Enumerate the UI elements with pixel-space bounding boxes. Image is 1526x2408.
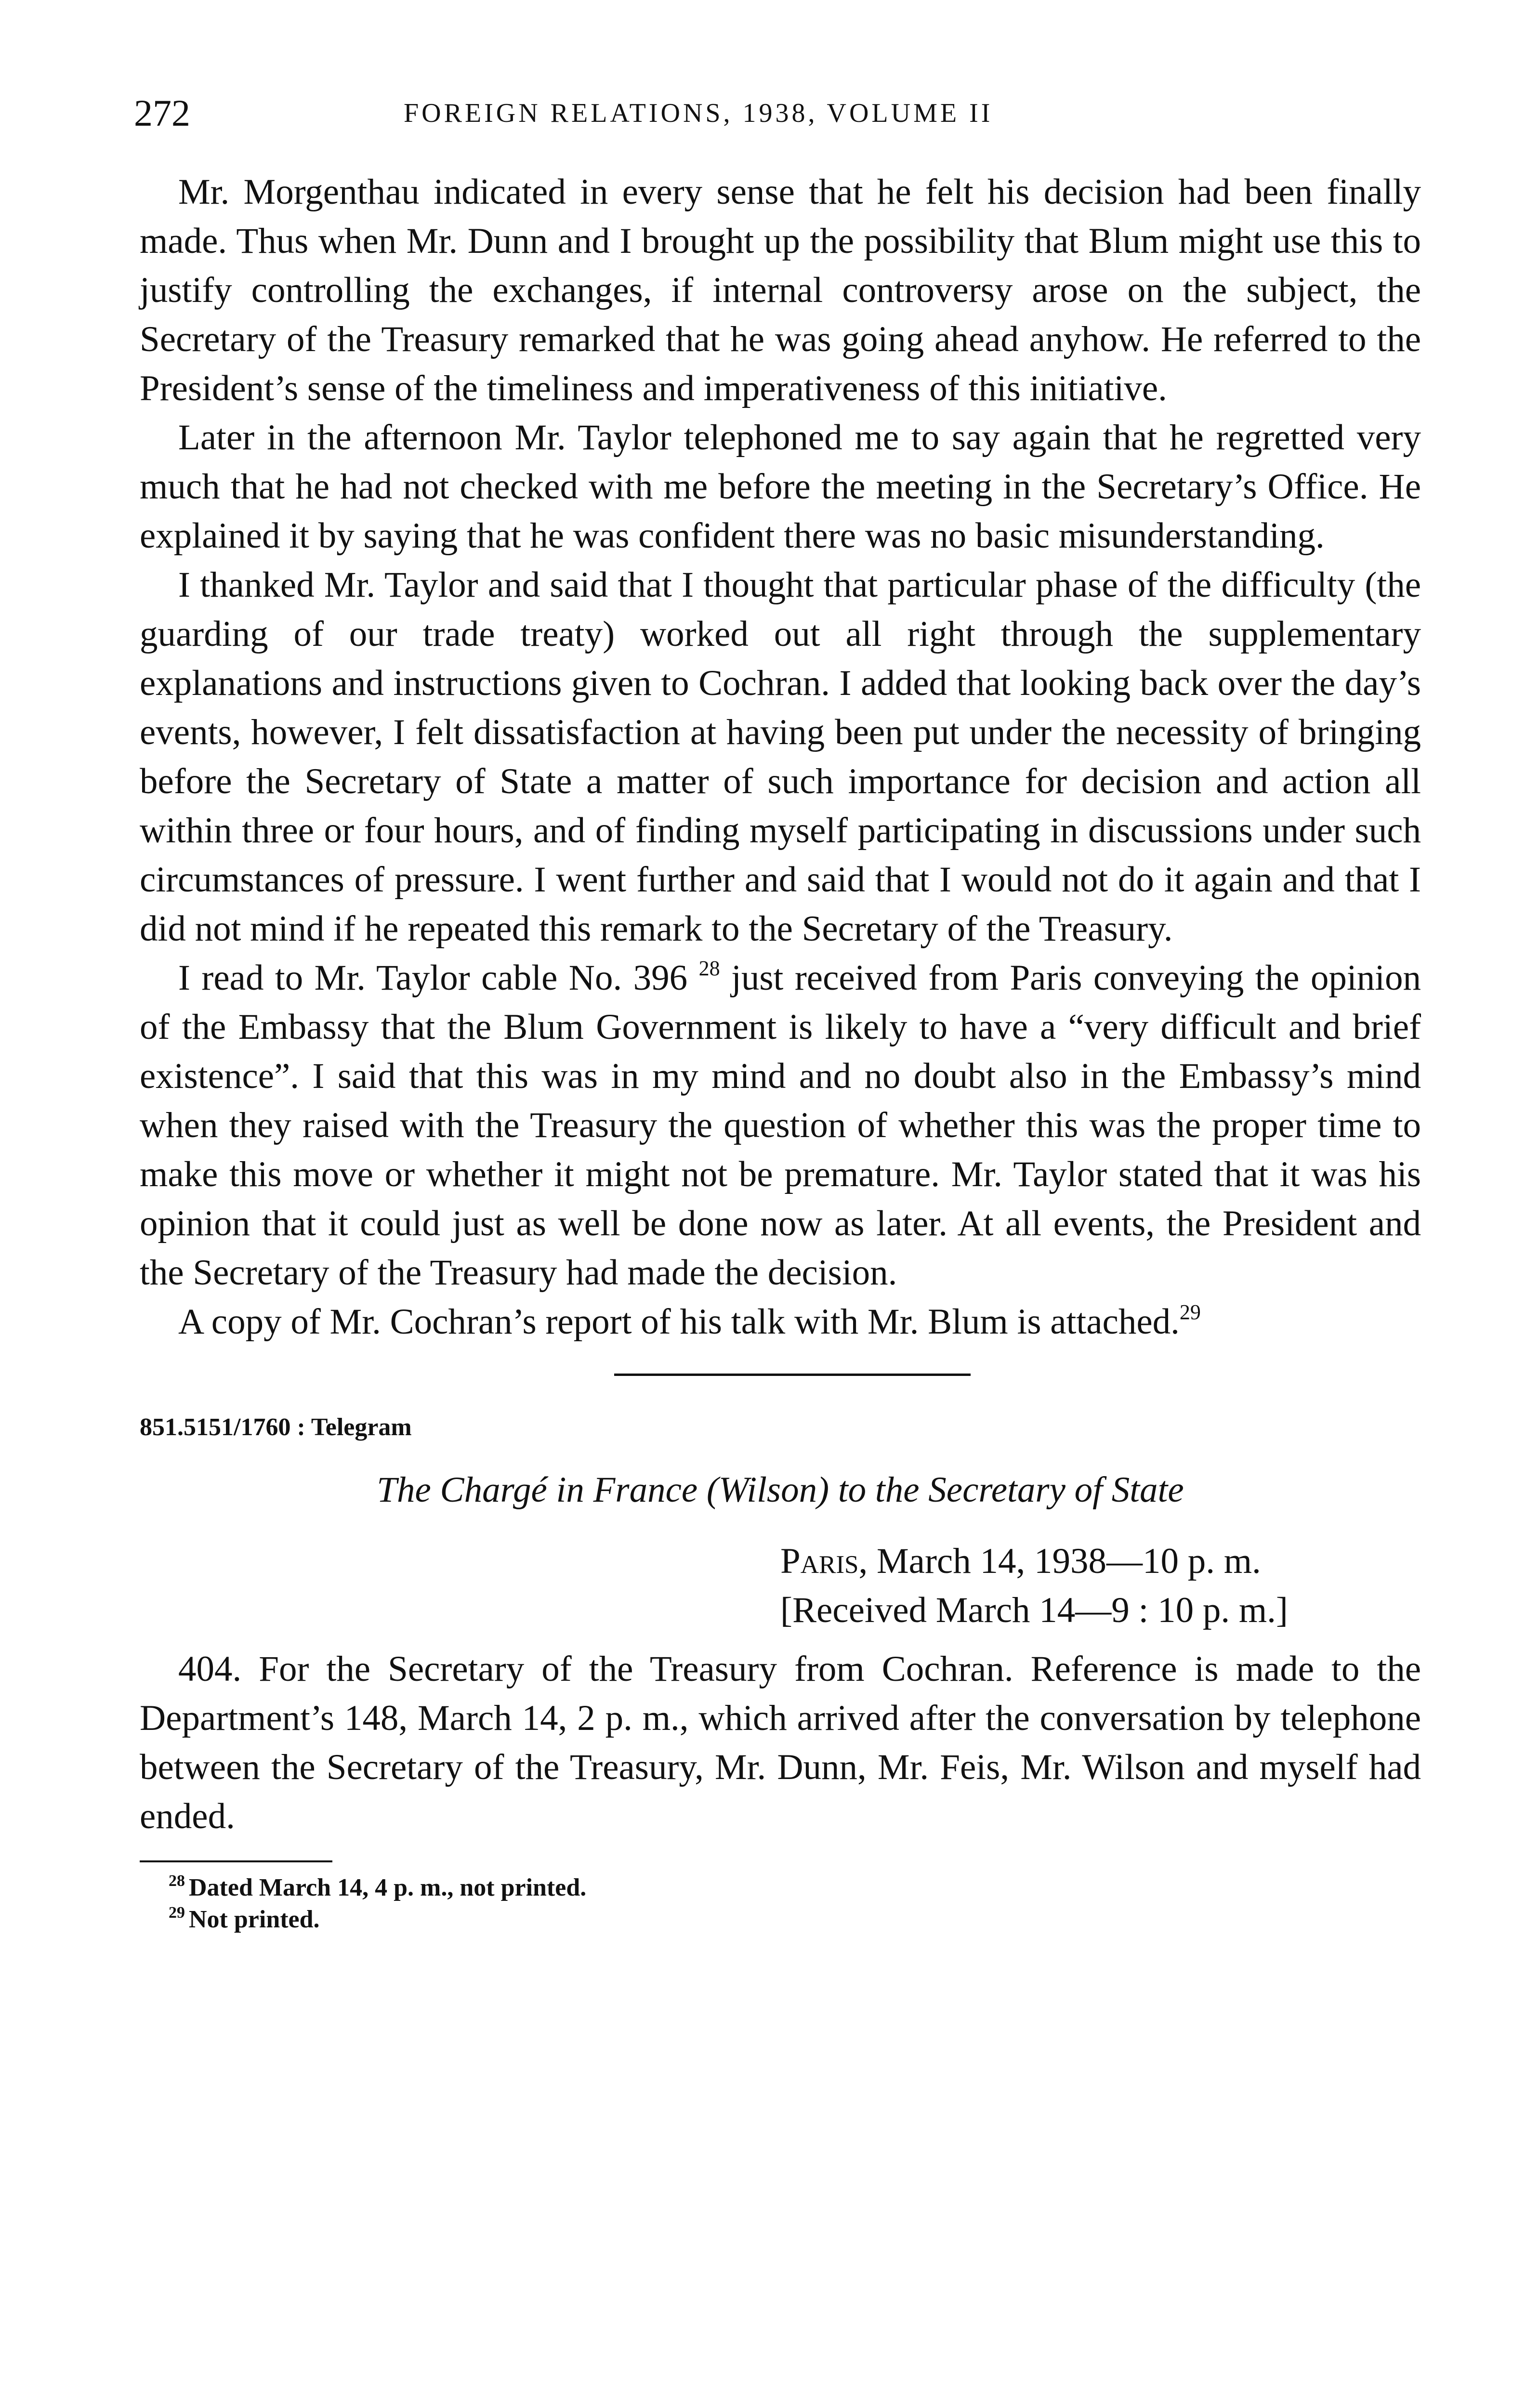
paragraph-1: Mr. Morgenthau indicated in every sense that he felt his decision had been finally made. Thus when Mr. Dunn and I brought up the possibility that Blum might use this to justify controlling the exchanges, if internal controversy arose on the subject, the Secretary of the Treasury remarked that he was going ahead anyhow. He referred to the President’s sense of the timeliness and imperativeness of this initiative.: [140, 172, 1421, 408]
footnote-ref-28: 28: [698, 956, 720, 980]
footnote-text-28: Dated March 14, 4 p. m., not printed.: [189, 1874, 587, 1901]
telegram-text: 404. For the Secretary of the Treasury from Cochran. Reference is made to the Department’s 148, March 14, 2 p. m., which arrived after the conversation by telephone between the Secretary of the Treasury, Mr. Dunn, Mr. Feis, Mr. Wilson and myself had ended.: [140, 1649, 1421, 1836]
paragraph-2: Later in the afternoon Mr. Taylor telephoned me to say again that he regretted very much that he had not checked with me before the meeting in the Secretary’s Office. He explained it by saying that he was confident there was no basic misunderstanding.: [140, 418, 1421, 556]
paragraph-4-text-a: I read to Mr. Taylor cable No. 396: [178, 958, 688, 998]
paragraph-4-text-b: just received from Paris conveying the opinion of the Embassy that the Blum Government is likely to have a “very difficult and brief existence”. I said that this was in my mind and no doubt also in the Embassy’s mind when they raised with the Treasury the question of whether this was the proper time to make this move or whether it might not be premature. Mr. Taylor stated that it was his opinion that it could just as well be done now as later. At all events, the President and the Secretary of the Treasury had made the decision.: [140, 958, 1421, 1293]
dateline-place: Paris: [780, 1541, 859, 1581]
footnote-divider: [140, 1860, 332, 1862]
paragraph-5-text: A copy of Mr. Cochran’s report of his talk with Mr. Blum is attached.: [178, 1302, 1180, 1342]
footnote-text-29: Not printed.: [189, 1906, 320, 1933]
received-line: [Received March 14—9 : 10 p. m.]: [780, 1590, 1288, 1630]
paragraph-3: I thanked Mr. Taylor and said that I thought that particular phase of the difficulty (the guarding of our trade treaty) worked out all right through the supplementary explanations and instructions given to Cochran. I added that looking back over the day’s events, however, I felt dissatisfaction at having been put under the necessity of bringing before the Secretary of State a matter of such importance for decision and action all within three or four hours, and of finding myself participating in discussions under such circumstances of pressure. I went further and said that I would not do it again and that I did not mind if he repeated this remark to the Secretary of the Treasury.: [140, 565, 1421, 949]
page-number: 272: [134, 92, 190, 134]
footnote-28: [140, 1872, 1421, 1904]
page-header: [134, 87, 1420, 140]
footnotes: [140, 1872, 1421, 1936]
running-head: FOREIGN RELATIONS, 1938, VOLUME II: [404, 98, 993, 128]
footnote-ref-29: 29: [1179, 1300, 1201, 1324]
dateline: [140, 1537, 1421, 1586]
file-reference: 851.5151/1760 : Telegram: [140, 1413, 412, 1441]
dateline-date: , March 14, 1938—10 p. m.: [858, 1541, 1261, 1581]
page-body: [140, 168, 1421, 1936]
footnote-29: [140, 1904, 1421, 1936]
section-divider: [614, 1374, 971, 1376]
paragraph-4: [140, 954, 1421, 1297]
footnote-mark-28: 28: [169, 1872, 185, 1890]
footnote-mark-29: 29: [169, 1904, 185, 1922]
telegram-title: The Chargé in France (Wilson) to the Secretary of State: [377, 1470, 1184, 1510]
paragraph-5: [140, 1297, 1421, 1347]
